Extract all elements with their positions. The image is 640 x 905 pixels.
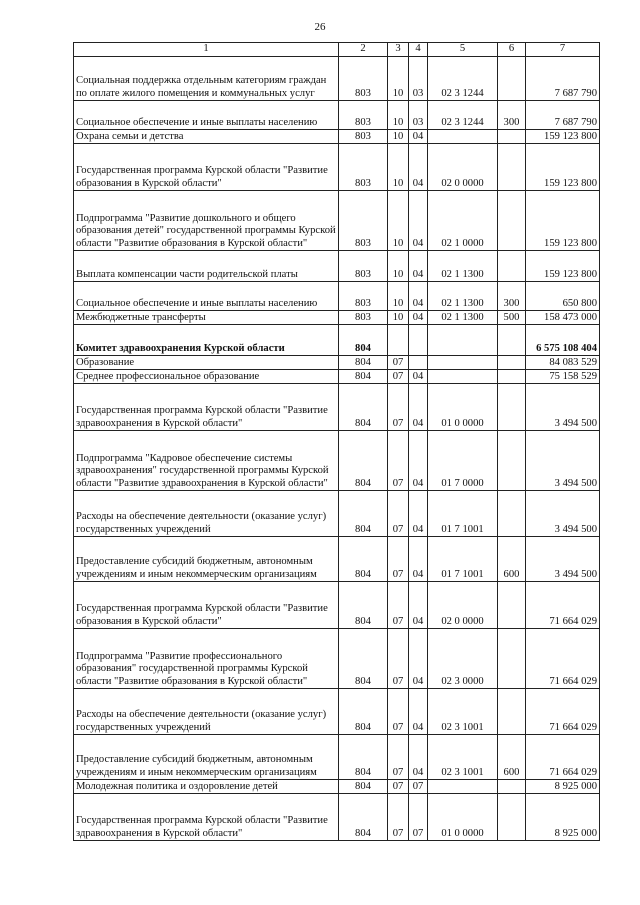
row-name: Комитет здравоохранения Курской области <box>74 325 339 356</box>
row-pr: 04 <box>409 144 428 191</box>
row-csr: 02 1 0000 <box>428 191 498 251</box>
row-name: Государственная программа Курской области "Развитие здравоохранения в Курской области" <box>74 384 339 431</box>
page-number: 26 <box>314 21 326 33</box>
row-csr <box>428 370 498 384</box>
row-sum: 3 494 500 <box>526 431 600 491</box>
row-pr <box>409 356 428 370</box>
col-header-vr: 6 <box>498 43 526 57</box>
row-sum: 71 664 029 <box>526 629 600 689</box>
row-ved: 803 <box>339 191 388 251</box>
row-rz: 10 <box>388 191 409 251</box>
table-row <box>74 282 600 311</box>
row-csr <box>428 356 498 370</box>
row-csr: 01 0 0000 <box>428 794 498 841</box>
row-rz: 07 <box>388 582 409 629</box>
row-sum: 159 123 800 <box>526 130 600 144</box>
row-sum: 6 575 108 404 <box>526 325 600 356</box>
row-ved: 803 <box>339 144 388 191</box>
row-name: Подпрограмма "Развитие дошкольного и общего образования детей" государственной программы Курской области "Развитие образования в Курской области" <box>74 191 339 251</box>
row-sum: 650 800 <box>526 282 600 311</box>
row-rz: 07 <box>388 780 409 794</box>
row-vr <box>498 794 526 841</box>
row-pr: 04 <box>409 537 428 582</box>
row-rz: 10 <box>388 251 409 282</box>
row-rz <box>388 325 409 356</box>
row-sum: 3 494 500 <box>526 384 600 431</box>
row-csr <box>428 325 498 356</box>
table-row <box>74 251 600 282</box>
row-csr: 02 0 0000 <box>428 144 498 191</box>
row-vr <box>498 431 526 491</box>
row-csr <box>428 780 498 794</box>
row-pr: 07 <box>409 780 428 794</box>
table-row <box>74 370 600 384</box>
row-sum: 159 123 800 <box>526 251 600 282</box>
row-pr: 03 <box>409 101 428 130</box>
row-ved: 804 <box>339 689 388 735</box>
row-name: Социальное обеспечение и иные выплаты населению <box>74 101 339 130</box>
row-ved: 803 <box>339 57 388 101</box>
row-vr <box>498 689 526 735</box>
row-csr: 01 7 1001 <box>428 491 498 537</box>
row-pr <box>409 325 428 356</box>
row-vr <box>498 370 526 384</box>
row-name: Расходы на обеспечение деятельности (оказание услуг) государственных учреждений <box>74 491 339 537</box>
row-name: Социальная поддержка отдельным категориям граждан по оплате жилого помещения и коммунальных услуг <box>74 57 339 101</box>
table-row <box>74 491 600 537</box>
row-sum: 75 158 529 <box>526 370 600 384</box>
row-pr: 04 <box>409 735 428 780</box>
row-rz: 07 <box>388 431 409 491</box>
row-vr <box>498 780 526 794</box>
header-row <box>74 43 600 57</box>
table-row <box>74 735 600 780</box>
table-row <box>74 629 600 689</box>
table-row <box>74 582 600 629</box>
row-rz: 10 <box>388 130 409 144</box>
row-sum: 159 123 800 <box>526 191 600 251</box>
row-csr: 02 3 1001 <box>428 735 498 780</box>
row-vr <box>498 251 526 282</box>
table-row <box>74 311 600 325</box>
row-sum: 8 925 000 <box>526 794 600 841</box>
row-rz: 10 <box>388 311 409 325</box>
row-ved: 803 <box>339 130 388 144</box>
row-sum: 3 494 500 <box>526 491 600 537</box>
row-vr <box>498 629 526 689</box>
row-csr: 01 7 0000 <box>428 431 498 491</box>
table-row <box>74 130 600 144</box>
row-name: Молодежная политика и оздоровление детей <box>74 780 339 794</box>
row-pr: 04 <box>409 282 428 311</box>
row-rz: 07 <box>388 384 409 431</box>
row-vr <box>498 582 526 629</box>
row-rz: 07 <box>388 491 409 537</box>
row-sum: 71 664 029 <box>526 735 600 780</box>
row-ved: 804 <box>339 794 388 841</box>
row-csr: 02 0 0000 <box>428 582 498 629</box>
row-name: Среднее профессиональное образование <box>74 370 339 384</box>
row-vr: 300 <box>498 101 526 130</box>
row-rz: 07 <box>388 689 409 735</box>
table-row <box>74 191 600 251</box>
row-pr: 04 <box>409 582 428 629</box>
row-csr: 01 0 0000 <box>428 384 498 431</box>
table-row <box>74 537 600 582</box>
row-csr: 02 1 1300 <box>428 311 498 325</box>
row-sum: 71 664 029 <box>526 689 600 735</box>
row-rz: 07 <box>388 537 409 582</box>
row-pr: 04 <box>409 384 428 431</box>
row-name: Предоставление субсидий бюджетным, автономным учреждениям и иным некоммерческим организациям <box>74 537 339 582</box>
row-rz: 10 <box>388 101 409 130</box>
row-vr <box>498 144 526 191</box>
row-name: Предоставление субсидий бюджетным, автономным учреждениям и иным некоммерческим организациям <box>74 735 339 780</box>
row-vr <box>498 491 526 537</box>
row-name: Государственная программа Курской области "Развитие образования в Курской области" <box>74 144 339 191</box>
row-pr: 04 <box>409 491 428 537</box>
row-vr: 600 <box>498 537 526 582</box>
row-ved: 804 <box>339 735 388 780</box>
row-vr <box>498 191 526 251</box>
row-name: Государственная программа Курской области "Развитие образования в Курской области" <box>74 582 339 629</box>
row-name: Охрана семьи и детства <box>74 130 339 144</box>
row-ved: 804 <box>339 780 388 794</box>
col-header-rz: 3 <box>388 43 409 57</box>
row-ved: 804 <box>339 370 388 384</box>
row-pr: 03 <box>409 57 428 101</box>
row-vr <box>498 356 526 370</box>
row-sum: 3 494 500 <box>526 537 600 582</box>
row-csr: 02 3 1244 <box>428 57 498 101</box>
budget-table <box>73 42 600 841</box>
row-pr: 04 <box>409 130 428 144</box>
row-name: Выплата компенсации части родительской платы <box>74 251 339 282</box>
row-pr: 07 <box>409 794 428 841</box>
row-sum: 7 687 790 <box>526 57 600 101</box>
row-rz: 07 <box>388 356 409 370</box>
row-ved: 804 <box>339 491 388 537</box>
row-rz: 07 <box>388 794 409 841</box>
row-rz: 07 <box>388 735 409 780</box>
row-ved: 803 <box>339 311 388 325</box>
table-row <box>74 57 600 101</box>
row-vr: 500 <box>498 311 526 325</box>
row-name: Социальное обеспечение и иные выплаты населению <box>74 282 339 311</box>
row-ved: 804 <box>339 325 388 356</box>
row-name: Государственная программа Курской области "Развитие здравоохранения в Курской области" <box>74 794 339 841</box>
table-row <box>74 144 600 191</box>
row-name: Расходы на обеспечение деятельности (оказание услуг) государственных учреждений <box>74 689 339 735</box>
row-csr: 02 1 1300 <box>428 282 498 311</box>
row-vr <box>498 57 526 101</box>
row-vr: 600 <box>498 735 526 780</box>
row-name: Подпрограмма "Развитие профессионального образования" государственной программы Курской области "Развитие образования в Курской области" <box>74 629 339 689</box>
row-pr: 04 <box>409 370 428 384</box>
row-csr: 02 3 0000 <box>428 629 498 689</box>
row-vr <box>498 325 526 356</box>
row-sum: 7 687 790 <box>526 101 600 130</box>
row-vr <box>498 130 526 144</box>
row-csr: 02 3 1001 <box>428 689 498 735</box>
row-ved: 804 <box>339 582 388 629</box>
row-rz: 07 <box>388 629 409 689</box>
row-ved: 803 <box>339 251 388 282</box>
row-rz: 10 <box>388 282 409 311</box>
row-sum: 158 473 000 <box>526 311 600 325</box>
row-pr: 04 <box>409 311 428 325</box>
row-ved: 804 <box>339 384 388 431</box>
col-header-sum: 7 <box>526 43 600 57</box>
row-csr: 02 3 1244 <box>428 101 498 130</box>
row-csr: 01 7 1001 <box>428 537 498 582</box>
row-pr: 04 <box>409 251 428 282</box>
col-header-csr: 5 <box>428 43 498 57</box>
row-sum: 71 664 029 <box>526 582 600 629</box>
table-row <box>74 356 600 370</box>
table-row <box>74 325 600 356</box>
row-name: Образование <box>74 356 339 370</box>
row-name: Межбюджетные трансферты <box>74 311 339 325</box>
row-rz: 10 <box>388 57 409 101</box>
row-vr: 300 <box>498 282 526 311</box>
row-name: Подпрограмма "Кадровое обеспечение системы здравоохранения" государственной программы Курской области "Развитие здравоохранения в Курской области" <box>74 431 339 491</box>
row-ved: 804 <box>339 431 388 491</box>
row-sum: 159 123 800 <box>526 144 600 191</box>
row-rz: 10 <box>388 144 409 191</box>
row-vr <box>498 384 526 431</box>
row-pr: 04 <box>409 629 428 689</box>
row-pr: 04 <box>409 689 428 735</box>
table-row <box>74 431 600 491</box>
row-sum: 84 083 529 <box>526 356 600 370</box>
row-rz: 07 <box>388 370 409 384</box>
table-row <box>74 101 600 130</box>
row-ved: 803 <box>339 101 388 130</box>
row-ved: 804 <box>339 629 388 689</box>
row-pr: 04 <box>409 431 428 491</box>
table-row <box>74 689 600 735</box>
row-ved: 803 <box>339 282 388 311</box>
table-row <box>74 780 600 794</box>
col-header-pr: 4 <box>409 43 428 57</box>
row-ved: 804 <box>339 356 388 370</box>
table-row <box>74 794 600 841</box>
col-header-name: 1 <box>74 43 339 57</box>
row-csr: 02 1 1300 <box>428 251 498 282</box>
row-pr: 04 <box>409 191 428 251</box>
row-ved: 804 <box>339 537 388 582</box>
row-csr <box>428 130 498 144</box>
row-sum: 8 925 000 <box>526 780 600 794</box>
col-header-ved: 2 <box>339 43 388 57</box>
table-row <box>74 384 600 431</box>
